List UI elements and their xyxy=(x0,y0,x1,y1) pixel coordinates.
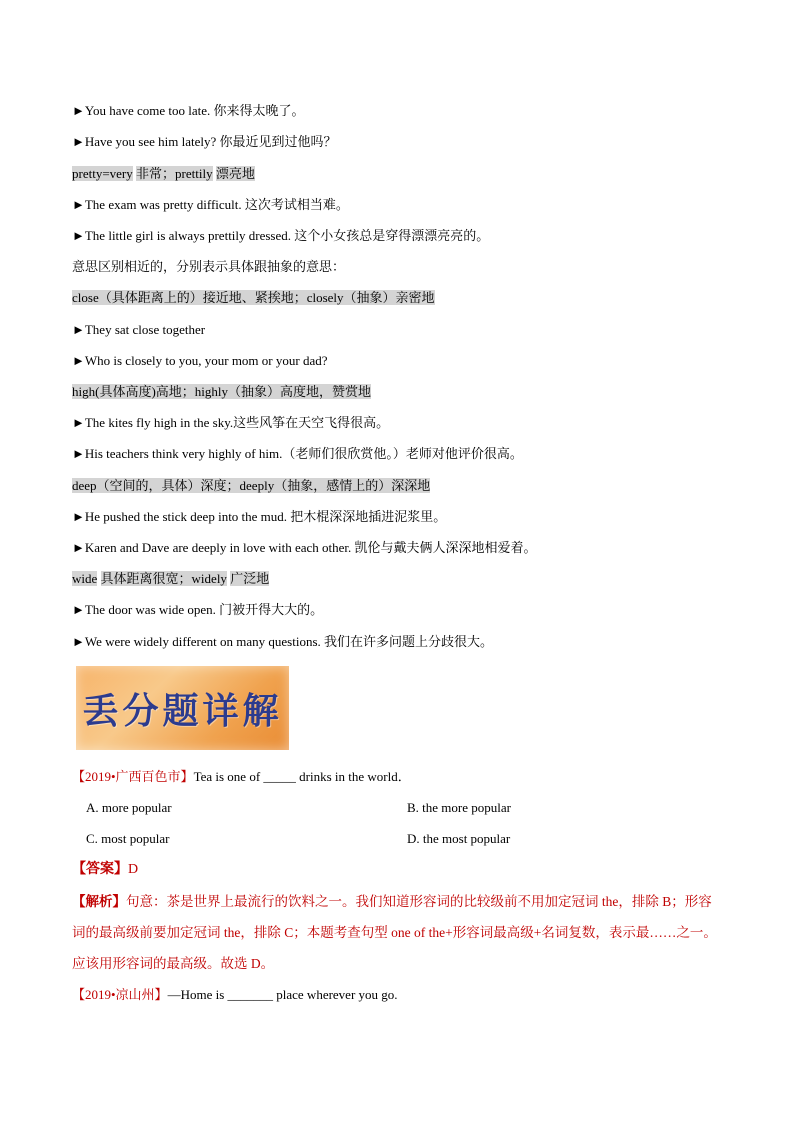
highlight-note-deep xyxy=(72,477,430,495)
highlight-note-pretty xyxy=(72,165,255,183)
section-banner xyxy=(76,666,289,750)
example-line: ►Have you see him lately? 你最近见到过他吗？ xyxy=(72,134,337,149)
example-line: ►They sat close together xyxy=(72,322,206,337)
question-2-stem xyxy=(72,986,398,1004)
example-line: ►Karen and Dave are deeply in love with each other. 凯伦与戴夫俩人深深地相爱着。 xyxy=(72,540,537,555)
highlight-term: widely xyxy=(191,571,227,586)
example-line: ►The kites fly high in the sky.这些风筝在天空飞得很高。 xyxy=(72,415,390,430)
highlight-note-wide xyxy=(72,570,269,588)
example-line: ►We were widely different on many questions. 我们在许多问题上分歧很大。 xyxy=(72,634,494,649)
option-a: A. more popular xyxy=(86,800,172,815)
highlight-term: 广泛地 xyxy=(230,571,270,586)
example-line: ►The door was wide open. 门被开得大大的。 xyxy=(72,602,324,617)
note-line: 意思区别相近的，分别表示具体跟抽象的意思： xyxy=(72,259,346,274)
banner-title: 丢分题详解 xyxy=(82,689,283,732)
question-text: Tea is one of _____ drinks in the world． xyxy=(193,769,411,784)
answer-label: 【答案】 xyxy=(72,862,128,877)
option-d: D. the most popular xyxy=(407,831,511,846)
example-line: ►He pushed the stick deep into the mud. 把木棍深深地插进泥浆里。 xyxy=(72,509,447,524)
highlight-term: 具体距离很宽； xyxy=(100,571,192,586)
example-line: ►You have come too late. 你来得太晚了。 xyxy=(72,103,305,118)
highlight-term: 漂亮地 xyxy=(215,166,255,181)
highlight-term: pretty=very xyxy=(72,166,133,181)
highlight-term: deep（空间的，具体）深度；deeply（抽象，感情上的）深深地 xyxy=(72,478,431,493)
highlight-term: 非常； xyxy=(136,166,176,181)
highlight-note-close xyxy=(72,289,435,307)
highlight-note-high xyxy=(72,383,371,401)
analysis-text: 句意：茶是世界上最流行的饮料之一。我们知道形容词的比较级前不用加定冠词 the，排除 B；形容词的最高级前要加定冠词 the，排除 C；本题考查句型 one of the+形容词最高级+名词复数，表示最……之一。应该用形容词的最高级。故选 D。 xyxy=(72,894,717,971)
question-text: —Home is _______ place wherever you go. xyxy=(167,987,398,1002)
example-line: ►The exam was pretty difficult. 这次考试相当难。 xyxy=(72,197,349,212)
answer-line xyxy=(72,861,138,879)
analysis-label: 【解析】 xyxy=(72,894,126,909)
question-source: 【2019•凉山州】 xyxy=(72,987,168,1002)
example-line: ►The little girl is always prettily dressed. 这个小女孩总是穿得漂漂亮亮的。 xyxy=(72,228,490,243)
highlight-term: high(具体高度)高地；highly（抽象）高度地，赞赏地 xyxy=(72,384,371,399)
highlight-term: close（具体距离上的）接近地、紧挨地；closely（抽象）亲密地 xyxy=(72,290,435,305)
highlight-term: prettily xyxy=(175,166,213,181)
question-1-stem xyxy=(72,768,411,786)
option-b: B. the more popular xyxy=(407,800,511,815)
analysis-paragraph xyxy=(72,886,724,979)
answer-value: D xyxy=(128,862,139,877)
highlight-term: wide xyxy=(72,571,98,586)
question-source: 【2019•广西百色市】 xyxy=(72,769,194,784)
option-c: C. most popular xyxy=(86,831,170,846)
example-line: ►His teachers think very highly of him.（老师们很欣赏他。）老师对他评价很高。 xyxy=(72,446,523,461)
example-line: ►Who is closely to you, your mom or your dad? xyxy=(72,353,328,368)
